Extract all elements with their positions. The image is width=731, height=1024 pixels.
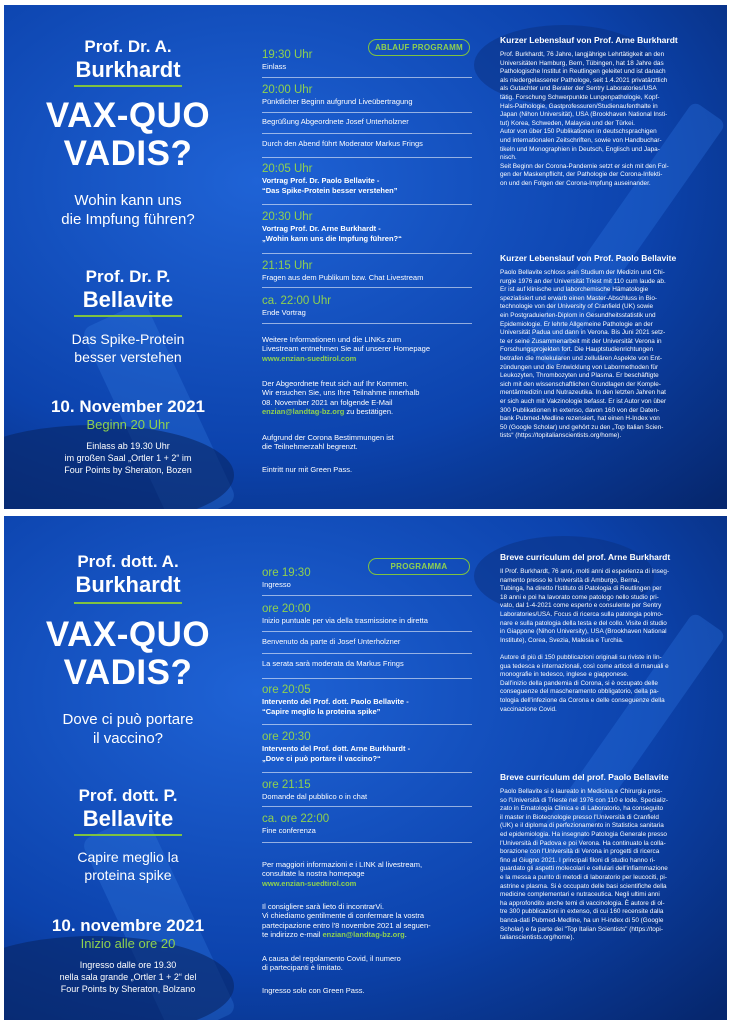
bio-line: ein Postgraduierten-Diplom in Gesundheitsstatistik und [500,311,656,319]
bio-line: te er seine Zusammenarbeit mit der Universität Verona in [500,337,662,345]
bio-line: monografie in tedesco, inglese e giapponese. [500,671,629,679]
email-link[interactable]: enzian@landtag-bz.org [322,929,405,939]
bio-line: zato in Ematologia Clinica e di Laboratorio, ha conseguito [500,805,664,813]
bio-line: Paolo Bellavite schloss sein Studium der Medizin und Chi- [500,269,665,276]
bio-line: gen der Maskenpflicht, der Pathologie der Corona-Infekti- [500,171,663,179]
flyer-german [4,5,727,509]
bio-line: talianscientists.org/home). [500,934,575,942]
bio1-text [500,51,720,189]
programme-label: PROGRAMMA [368,558,470,575]
left-column [4,5,252,509]
bio-line: vaccinazione Covid. [500,705,557,713]
bio-line: Laboratories/USA. Focus di ricerca sulla patologia polmo- [500,610,664,618]
bio-line: technologie von der University of Cranfield (UK) sowie [500,303,654,311]
bio-line: als Gutachter und Berater der Sentry Laboratories/USA [500,85,657,93]
bio-line: Scholar) e fa parte dei "Top Italian Scientists" (https://topi- [500,925,663,933]
bio1-title: Breve curriculum del prof. Arne Burkhardt [500,552,671,562]
venue-line2: nella sala grande „Ortler 1 + 2“ del [59,972,197,982]
separator [262,323,472,324]
bio-line: und internationalen Zeitschriften, sowie von Handbuchar- [500,136,662,144]
info-limit: Aufgrund der Corona Bestimmungen ist die Teilnehmerzahl begrenzt. [262,433,394,452]
venue-line3: Four Points by Sheraton, Bozen [64,465,192,475]
programme-column [262,5,474,509]
bio-line: als niedergelassener Pathologe, seit 1.4.2021 privatärztlich [500,76,668,84]
bio-line: Autore di più di 150 pubblicazioni originali su riviste in lin- [500,653,662,661]
bio-line: tists“ (https://topitalianscientists.org/home). [500,432,622,440]
bio-line: l'Università di Padova e poi Verona. Ha continuato la colla- [500,839,666,847]
divider [74,834,182,836]
bio2-text [500,788,720,943]
bio-line: in Giappone (Nihon University), USA (Brookhaven National [500,628,667,636]
email-link[interactable]: enzian@landtag-bz.org [262,406,345,416]
bio-line: guardato gli aspetti molecolari e cellulari dell'infiammazione [500,865,668,873]
separator [262,678,472,679]
speaker1-title: Prof. Dr. A. [84,37,172,56]
info-green-pass: Ingresso solo con Green Pass. [262,986,365,995]
bio2-title: Breve curriculum del prof. Paolo Bellavite [500,772,669,782]
topic-line1: Capire meglio la [77,849,179,865]
bio-line: nisch. [500,154,517,162]
event-title-line1: VAX-QUO [45,615,211,654]
bio-line: on und den Folgen der Corona-Impfung auseinander. [500,179,651,187]
event-start: Beginn 20 Uhr [86,417,170,432]
topic-line2: besser verstehen [74,349,182,365]
separator [262,77,472,78]
bio-line: Prof. Burkhardt, 76 Jahre, langjährige Lehrtätigkeit an den [500,51,665,58]
flyer-italian [4,516,727,1020]
programme-item: 20:30 Uhr Vortrag Prof. Dr. Arne Burkhardt - „Wohin kann uns die Impfung führen?“ [262,211,402,243]
bio-line: rurgie 1976 an der Universität Triest mit 110 cum laude ab. [500,277,666,285]
bio-line: il master in Biotecnologie presso l'Università di Cranfield [500,813,659,821]
bio-line: Universitäten Hamburg, Bern, Tübingen, hat 18 Jahre das [500,59,664,67]
programme-item: Begrüßung Abgeordnete Josef Unterholzner [262,117,409,126]
topic-line1: Das Spike-Protein [71,331,185,347]
bio-line: tut) Korea, Schweden, Malaysia und der Türkei. [500,119,635,127]
separator [262,724,472,725]
bio-line: Japan (Nihon Universität), USA (Brookhaven National Insti- [500,111,668,119]
bio-line: medicine complementari e nutraceutica. Negli ultimi anni [500,891,660,899]
speaker1-name: Burkhardt [75,572,181,597]
bio-line: fino al Giugno 2021. I principali filoni di studio hanno ri- [500,856,656,864]
bio-line: 18 anni e poi ha lavorato come patologo nello studio pri- [500,593,659,601]
question-line2: il vaccino? [92,730,164,747]
venue-line2: im großen Saal „Ortler 1 + 2“ im [64,453,192,463]
bio-line: er sich auch mit Vakzinologie befasst. Er ist Autor von über [500,397,667,405]
bio-line: Leukozyten, Thrombozyten und Plasma. Er beschäftigte [500,372,659,380]
bio-line: Tubinga, ha diretto l'Istituto di Patologia di Reutlingen per [500,585,662,593]
programme-item: 19:30 Uhr Einlass [262,49,313,71]
bio-line: Pathologische Institut in Reutlingen geleitet und ist danach [500,68,666,76]
event-title-line2: VADIS? [63,653,193,692]
programme-label: ABLAUF PROGRAMM [368,39,470,56]
bio-column [500,5,720,509]
homepage-link[interactable]: www.enzian-suedtirol.com [262,878,357,888]
bio-line: spezialisiert und erwarb einen Master-Abschluss in Bio- [500,294,657,302]
bio-line: tre 300 pubblicazioni in extenso, di cui 160 recensite dalla [500,908,664,916]
info-limit: A causa del regolamento Covid, il numero di partecipanti è limitato. [262,954,401,973]
speaker1-name: Burkhardt [75,57,181,82]
programme-item: ore 20:05 Intervento del Prof. dott. Paolo Bellavite - “Capire meglio la proteina spike” [262,684,409,716]
speaker2-name: Bellavite [82,806,174,831]
programme-item: 21:15 Uhr Fragen aus dem Publikum bzw. Chat Livestream [262,260,424,282]
bio1-text [500,568,720,714]
separator [262,806,472,807]
bio-column [500,516,720,1020]
bio-line: (UK) e il diploma di perfezionamento in Statistica sanitaria [500,822,664,830]
bio-line: Forschungsprojekten fort. Die Hauptstudienrichtungen [500,346,654,354]
separator [262,253,472,254]
separator [262,595,472,596]
divider [74,85,182,87]
programme-item: 20:05 Uhr Vortrag Prof. Dr. Paolo Bellavite - “Das Spike-Protein besser verstehen” [262,163,398,195]
bio-line: astrine e plasma. Si è occupato delle basi scientifiche della [500,882,667,890]
event-title-line1: VAX-QUO [45,96,211,135]
venue-line1: Einlass ab 19.30 Uhr [86,441,170,451]
left-column [4,516,252,1020]
bio-line: Universität Padua und dann in Verona. Bis Juni 2021 setz- [500,329,666,337]
speaker2-title: Prof. Dr. P. [85,267,171,286]
programme-item: La serata sarà moderata da Markus Frings [262,659,404,668]
bio-line: ha approfondito anche temi di vaccinologia. È autore di ol- [500,899,665,907]
bio-line: nare e sulla patologia della testa e del collo. Visite di studio [500,619,667,627]
bio-line: vato, dal 1-4-2021 come esperto e consulente per Sentry [500,602,662,610]
separator [262,631,472,632]
bio-line: 300 Publikationen in extenso, davon 160 von der Daten- [500,406,660,414]
programme-item: Durch den Abend führt Moderator Markus Frings [262,139,423,148]
programme-item: ore 19:30 Ingresso [262,567,311,589]
bio-line: zündungen und die Entwicklung von Labormethoden für [500,363,659,371]
bio-line: 50 (Google Scholar) und gehört zu den „Top Italian Scien- [500,423,664,431]
event-start: Inizio alle ore 20 [80,936,176,951]
separator [262,133,472,134]
separator [262,204,472,205]
venue-line3: Four Points by Sheraton, Bolzano [60,984,196,994]
bio-line: ed epidemiologia. Ha insegnato Patologia Generale presso [500,830,667,838]
bio-line: bank Pubmed-Medline rezensiert, hat einen H-Index von [500,415,660,423]
programme-column [262,516,474,1020]
bio-line: banca-dati Pubmed-Medline, ha un H-index di 50 (Google [500,916,664,924]
homepage-link[interactable]: www.enzian-suedtirol.com [262,353,357,363]
bio-line: borazione con l'Università di Verona in progetti di ricerca [500,848,660,856]
info-homepage: Per maggiori informazioni e i LINK al livestream, consultate la nostra homepage www.enzian-suedtirol.com [262,860,474,888]
info-registration: Der Abgeordnete freut sich auf Ihr Kommen. Wir ersuchen Sie, uns Ihre Teilnahme innerhalb 08. November 2021 an folgende E-Mail enzian@landtag-bz.org zu bestätigen. [262,379,420,416]
bio-line: Seit Beginn der Corona-Pandemie setzt er sich mit den Fol- [500,162,669,170]
bio-line: mentärmedizin und Nutrazeutika. In den letzten Jahren hat [500,389,666,397]
bio-line: tikeln und Monographien in Deutsch, Englisch und Japa- [500,145,660,153]
bio-line: Autor von über 150 Publikationen in deutschsprachigen [500,128,657,136]
speaker2-name: Bellavite [82,287,174,312]
bio-line: gua tedesca e internazionali, così come articoli di manuali e [500,662,669,670]
bio-line: sich mit den wissenschaftlichen Grundlagen der Komple- [500,380,661,388]
question-line1: Dove ci può portare [62,711,194,728]
programme-item: ore 20:00 Inizio puntuale per via della trasmissione in diretta [262,603,428,625]
programme-item: 20:00 Uhr Pünktlicher Beginn aufgrund Liveübertragung [262,84,413,106]
question-line2: die Impfung führen? [61,211,195,228]
bio-line: so l'Università di Trieste nel 1976 con 110 e lode. Specializ- [500,796,669,804]
bio-line [500,645,720,654]
speaker1-title: Prof. dott. A. [77,552,179,571]
topic-line2: proteina spike [84,867,172,883]
info-homepage: Weitere Informationen und die LINKs zum Livestream entnehmen Sie auf unserer Homepage www.enzian-suedtirol.com [262,335,474,363]
programme-item: ore 21:15 Domande dal pubblico o in chat [262,779,368,801]
bio-line: Institute), Corea, Svezia, Malesia e Turchia. [500,636,624,644]
question-line1: Wohin kann uns [74,192,182,209]
bio1-title: Kurzer Lebenslauf von Prof. Arne Burkhardt [500,35,678,45]
bio-line: conseguenze del mascheramento obbligatorio, della pa- [500,688,659,696]
programme-item: ore 20:30 Intervento del Prof. dott. Arne Burkhardt - „Dove ci può portare il vaccino?“ [262,731,411,763]
separator [262,842,472,843]
bio-line: Il Prof. Burkhardt, 76 anni, molti anni di esperienza di inseg- [500,568,670,575]
programme-item: ca. ore 22:00 Fine conferenza [262,813,330,835]
separator [262,287,472,288]
divider [74,602,182,604]
separator [262,653,472,654]
info-green-pass: Eintritt nur mit Green Pass. [262,465,353,474]
bio2-text [500,269,720,441]
bio-line: Dall'inizio della pandemia di Corona, si è occupato delle [500,679,658,687]
bio2-title: Kurzer Lebenslauf von Prof. Paolo Bellavite [500,253,677,263]
info-registration: Il consigliere sarà lieto di incontrarVi. Vi chiediamo gentilmente di confermare la vostra partecipazione entro l'8 novembre 2021 al seguen- te indirizzo e-mail enzian@landtag-bz.org. [262,902,431,939]
programme-item: ca. 22:00 Uhr Ende Vortrag [262,295,332,317]
bio-line: Paolo Bellavite si è laureato in Medicina e Chirurgia pres- [500,788,663,795]
separator [262,772,472,773]
bio-line: Er ist auf klinische und laborchemische Hämatologie [500,286,649,294]
event-title-line2: VADIS? [63,134,193,173]
bio-line: tologia dell'infezione da Corona e delle conseguenze della [500,696,665,704]
programme-item: Benvenuto da parte di Josef Unterholzner [262,637,401,646]
bio-line: Hals-Pathologie, Gastprofessuren/Studienaufenthalte in [500,102,658,110]
separator [262,157,472,158]
divider [74,315,182,317]
speaker2-title: Prof. dott. P. [78,786,178,805]
venue-line1: Ingresso dalle ore 19.30 [79,960,177,970]
event-date: 10. novembre 2021 [51,916,205,935]
event-date: 10. November 2021 [50,397,206,416]
bio-line: e la messa a punto di metodi di laboratorio per leucociti, pi- [500,873,667,881]
bio-line: Epidemiologie. Er lehrte Allgemeine Pathologie an der [500,320,653,328]
bio-line: tätig. Forschung Schwerpunkte Lungenpathologie, Kopf- [500,93,660,101]
bio-line: namento presso le Università di Amburgo, Berna, [500,576,640,584]
bio-line: betrafen die molekularen und zellulären Aspekte von Ent- [500,354,662,362]
separator [262,112,472,113]
